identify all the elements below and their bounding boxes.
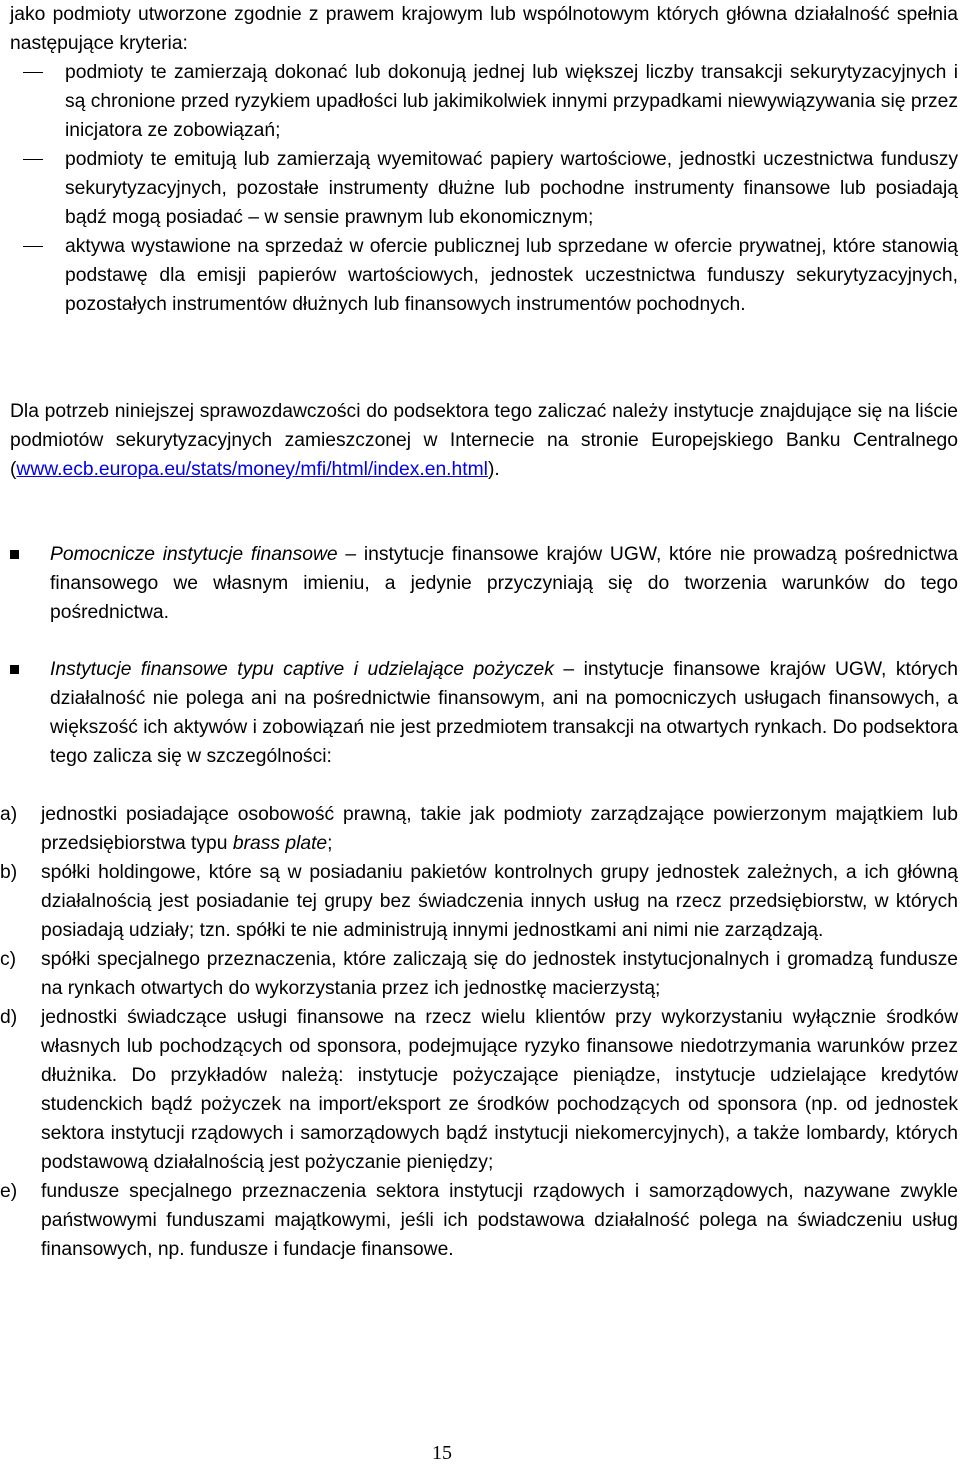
list-item-text: spółki specjalnego przeznaczenia, które zaliczają się do jednostek instytucjonalnych i gromadzą fundusze na rynkach otwartych do wykorzystania przez ich jednostkę macierzystą; [41,949,958,999]
list-item-letter: a) [0,804,18,825]
auxiliary-definition [50,540,958,627]
reporting-text: Dla potrzeb niniejszej sprawozdawczości do podsektora tego zaliczać należy instytucje znajdujące się na liście podmiotów sekurytyzacyjnych zamieszczonej w Internecie na stronie Europejskiego Banku Centralnego [10,401,958,451]
italic-term: brass plate [232,833,328,854]
list-item-letter: d) [0,1007,18,1028]
list-item [0,945,958,1003]
list-item-text: jednostki posiadające osobowość prawną, takie jak podmioty zarządzające powierzonym majątkiem lub przedsiębiorstwa typu brass plate; [41,804,958,854]
list-item [0,1177,958,1264]
captive-institutions-block [10,655,958,771]
dash-bullet-icon [23,246,43,247]
page-number: 15 [432,1442,452,1464]
list-item [0,800,958,858]
list-item-text: fundusze specjalnego przeznaczenia sektora instytucji rządowych i samorządowych, nazywane zwykle państwowymi funduszami majątkowymi, jeśli ich podstawowa działalność polega na świadczeniu usług finansowych, np. fundusze i fundacje finansowe. [41,1181,958,1260]
list-item-letter: c) [0,949,17,970]
intro-paragraph: jako podmioty utworzone zgodnie z prawem krajowym lub wspólnotowym których główna działalność spełnia następujące kryteria: [10,4,958,54]
list-item-text: aktywa wystawione na sprzedaż w ofercie publicznej lub sprzedane w ofercie prywatnej, które stanowią podstawę dla emisji papierów wartościowych, jednostek uczestnictwa funduszy sekurytyzacyjnych, pozostałych instrumentów dłużnych lub finansowych instrumentów pochodnych. [65,236,958,315]
reporting-link-line [10,455,958,484]
list-item [10,232,958,319]
reporting-paragraph [10,397,958,484]
term-dash: – [553,659,584,680]
auxiliary-term: Pomocnicze instytucje finansowe [50,544,338,565]
ecb-link[interactable]: www.ecb.europa.eu/stats/money/mfi/html/index.en.html [16,459,488,480]
square-bullet-icon [10,665,19,674]
term-dash: – [337,544,364,565]
dash-bullet-icon [23,159,43,160]
auxiliary-text: instytucje finansowe krajów UGW, które nie prowadzą pośrednictwa finansowego we własnym imieniu, a jedynie przyczyniają się do tworzenia warunków do tego pośrednictwa. [50,544,958,623]
list-item [10,58,958,145]
list-item-text: spółki holdingowe, które są w posiadaniu pakietów kontrolnych grupy jednostek zależnych, a ich główną działalnością jest posiadanie tej grupy bez świadczenia innych usług na rzecz przedsiębiorstw, w których posiadają udziały; tzn. spółki te nie administrują innymi jednostkami ani nimi nie zarządzają. [41,862,958,941]
list-item [0,858,958,945]
square-bullet-icon [10,550,19,559]
list-item-text: podmioty te zamierzają dokonać lub dokonują jednej lub większej liczby transakcji sekurytyzacyjnych i są chronione przed ryzykiem upadłości lub jakimikolwiek innymi przypadkami niewywiązywania się przez inicjatora ze zobowiązań; [65,62,958,141]
captive-text: instytucje finansowe krajów UGW, których działalność nie polega ani na pośrednictwie finansowym, ani na pomocniczych usługach finansowych, a większość ich aktywów i zobowiązań nie jest przedmiotem transakcji na otwartych rynkach. Do podsektora tego zalicza się w szczególności: [50,659,959,767]
open-paren: ( [10,459,17,480]
captive-definition [50,655,958,771]
criteria-list [10,58,958,319]
list-item-letter: e) [0,1181,18,1202]
list-item [10,145,958,232]
list-item-text: podmioty te emitują lub zamierzają wyemitować papiery wartościowe, jednostki uczestnictwa funduszy sekurytyzacyjnych, pozostałe instrumenty dłużne lub pochodne instrumenty finansowe lub posiadają bądź mogą posiadać – w sensie prawnym lub ekonomicznym; [65,149,958,228]
close-paren: ). [487,459,500,480]
captive-examples-list [0,800,958,1264]
auxiliary-institutions-block [10,540,958,627]
list-item-letter: b) [0,862,18,883]
dash-bullet-icon [23,72,43,73]
list-item [0,1003,958,1177]
captive-term: Instytucje finansowe typu captive i udzielające pożyczek [50,659,554,680]
list-item-text: jednostki świadczące usługi finansowe na rzecz wielu klientów przy wykorzystaniu wyłącznie środków własnych lub pochodzących od sponsora, podejmujące ryzyko finansowe niedotrzymania warunków przez dłużnika. Do przykładów należą: instytucje pożyczające pieniądze, instytucje udzielające kredytów studenckich bądź pożyczek na import/eksport ze środków pochodzących od sponsora (np. od jednostek sektora instytucji rządowych i samorządowych bądź instytucji niekomercyjnych), a także lombardy, których podstawową działalnością jest pożyczanie pieniędzy; [41,1007,958,1173]
